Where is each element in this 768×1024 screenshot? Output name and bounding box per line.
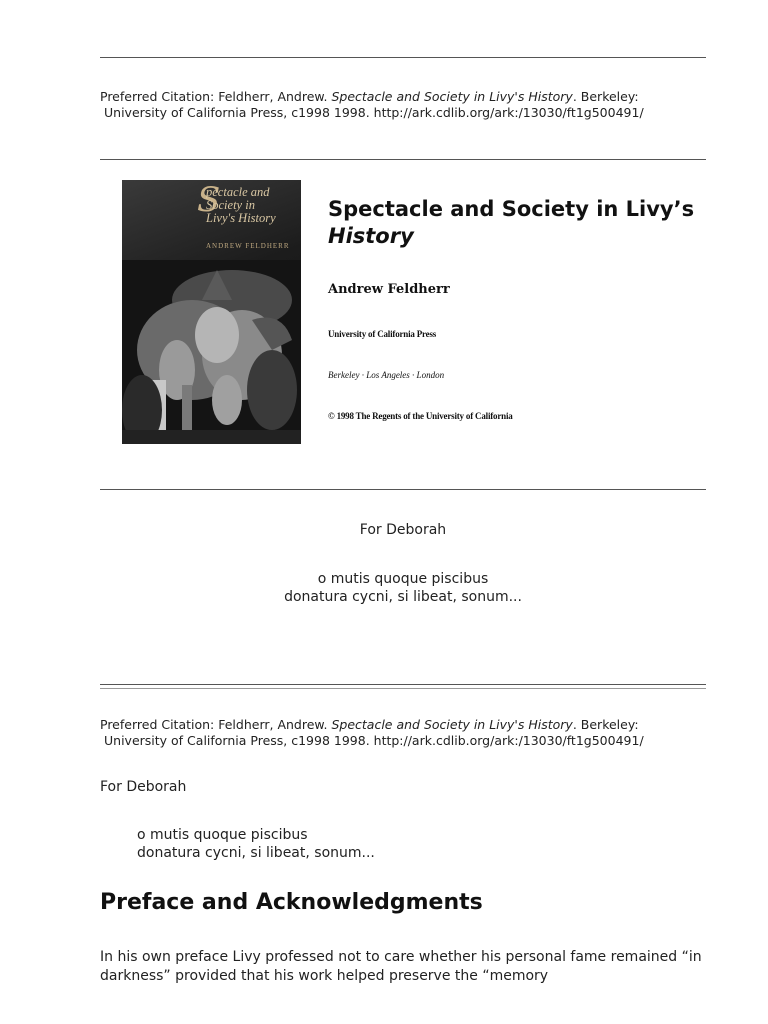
citation-title: Spectacle and Society in Livy's History bbox=[331, 717, 573, 732]
citation-title: Spectacle and Society in Livy's History bbox=[331, 89, 573, 104]
rule-2 bbox=[100, 159, 706, 160]
section-divider bbox=[100, 684, 706, 689]
dedication-verse: o mutis quoque piscibus donatura cycni, si libeat, sonum... bbox=[284, 571, 522, 605]
preface-heading: Preface and Acknowledgments bbox=[100, 890, 483, 915]
dedication-verse-2: o mutis quoque piscibus donatura cycni, si libeat, sonum... bbox=[137, 827, 375, 861]
citation-prefix: Preferred Citation: Feldherr, Andrew. bbox=[100, 717, 332, 732]
rule-3 bbox=[100, 489, 706, 490]
preferred-citation bbox=[100, 89, 740, 121]
dedication: For Deborah bbox=[359, 522, 447, 538]
cover-artwork bbox=[122, 260, 301, 444]
citation-suffix: . Berkeley: bbox=[572, 89, 639, 104]
citation-prefix: Preferred Citation: Feldherr, Andrew. bbox=[100, 89, 332, 104]
top-rule bbox=[100, 57, 706, 58]
cover-initial: S bbox=[197, 180, 221, 220]
citation-line2: University of California Press, c1998 1998. http://ark.cdlib.org/ark:/13030/ft1g500491/ bbox=[104, 733, 644, 748]
publisher: University of California Press bbox=[328, 329, 437, 339]
book-cover-image bbox=[122, 180, 301, 444]
book-title: Spectacle and Society in Livy’s History bbox=[328, 197, 695, 248]
dedication-2: For Deborah bbox=[100, 779, 187, 795]
citation-suffix: . Berkeley: bbox=[572, 717, 639, 732]
cover-author: ANDREW FELDHERR bbox=[206, 242, 290, 250]
preferred-citation-2 bbox=[100, 717, 740, 749]
cover-title: pectacle and Society in Livy's History bbox=[206, 185, 276, 225]
copyright-notice: © 1998 The Regents of the University of California bbox=[328, 411, 513, 421]
citation-line2: University of California Press, c1998 1998. http://ark.cdlib.org/ark:/13030/ft1g500491/ bbox=[104, 105, 644, 120]
preface-paragraph: In his own preface Livy professed not to care whether his personal fame remained “in darkness” provided that his work helped preserve the “memory bbox=[100, 949, 702, 984]
publisher-places: Berkeley · Los Angeles · London bbox=[328, 370, 445, 380]
cover-title-area bbox=[122, 180, 301, 250]
book-author: Andrew Feldherr bbox=[328, 282, 450, 297]
